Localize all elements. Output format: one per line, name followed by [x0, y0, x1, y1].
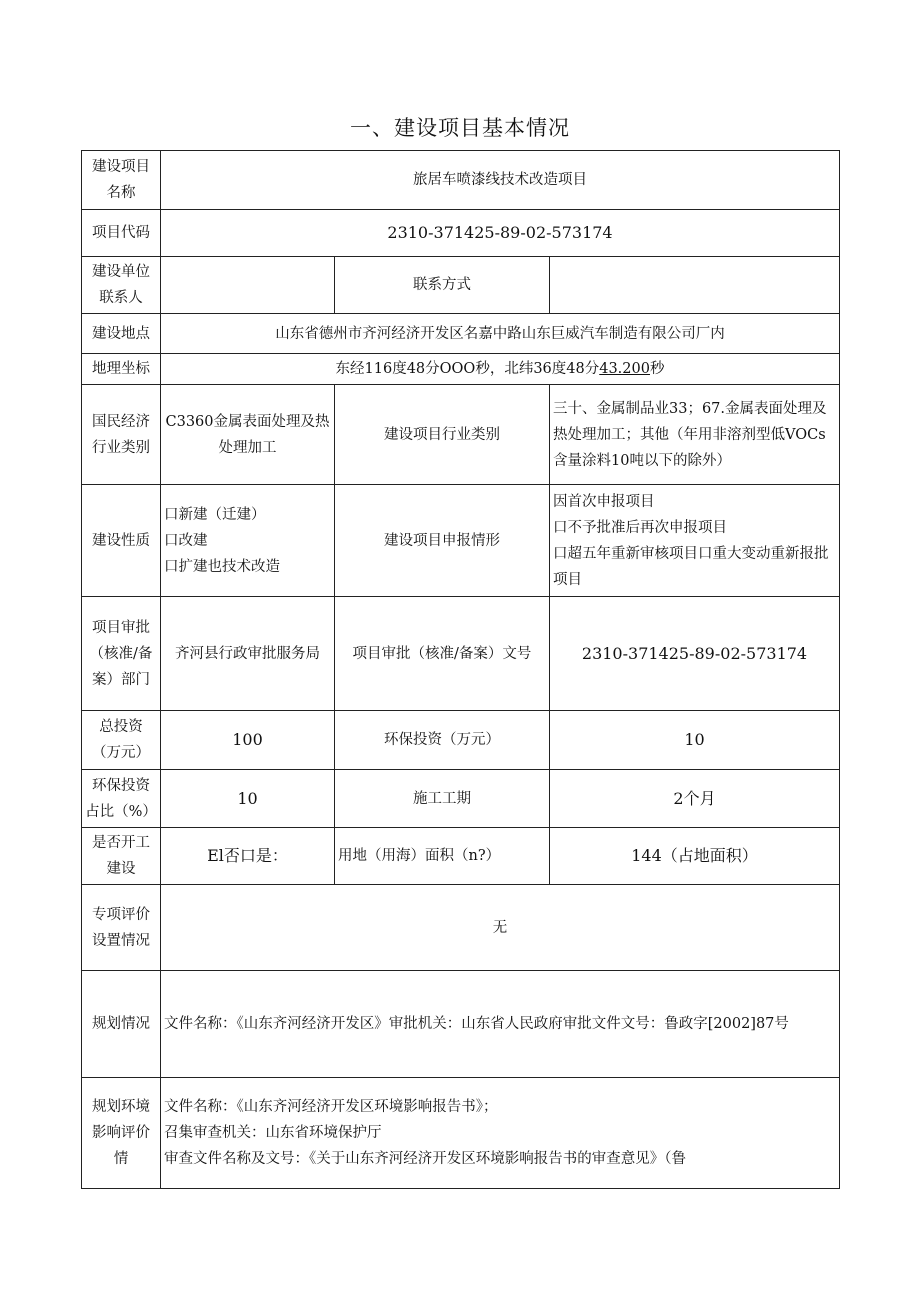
label-location: 建设地点 — [82, 314, 161, 354]
value-nature — [161, 485, 335, 597]
row-started — [82, 828, 840, 885]
value-planning: 文件名称：《山东齐河经济开发区》审批机关：山东省人民政府审批文件文号：鲁政字[2002]87号 — [161, 971, 840, 1078]
value-contact-method — [550, 257, 840, 314]
coordinates-main: 东经116度48分OOO秒，北纬36度48分 — [335, 361, 600, 377]
declaration-resubmit: 口不予批准后再次申报项目 — [553, 519, 727, 536]
value-construction-period: 2个月 — [550, 770, 840, 828]
value-contact-person — [161, 257, 335, 314]
row-nature — [82, 485, 840, 597]
label-planning: 规划情况 — [82, 971, 161, 1078]
label-env-investment: 环保投资（万元） — [335, 711, 550, 770]
coordinates-seconds: 43.200 — [599, 361, 650, 377]
label-approval-number: 项目审批（核准/备案）文号 — [335, 597, 550, 711]
coordinates-unit: 秒 — [649, 361, 665, 377]
row-contact — [82, 257, 840, 314]
label-total-investment: 总投资（万元） — [82, 711, 161, 770]
row-approval — [82, 597, 840, 711]
declaration-review: 口超五年重新审核项目口重大变动重新报批项目 — [553, 545, 829, 588]
value-approval-dept: 齐河县行政审批服务局 — [161, 597, 335, 711]
row-project-code — [82, 210, 840, 257]
label-contact-person: 建设单位联系人 — [82, 257, 161, 314]
value-project-name: 旅居车喷漆线技术改造项目 — [161, 151, 840, 210]
row-env-ratio — [82, 770, 840, 828]
label-contact-method: 联系方式 — [335, 257, 550, 314]
row-coordinates — [82, 354, 840, 385]
option-new: 口新建（迁建） — [164, 506, 266, 523]
value-project-industry: 三十、金属制品业33；67.金属表面处理及热处理加工；其他（年用非溶剂型低VOCs含量涂料10吨以下的除外） — [550, 385, 840, 485]
value-location: 山东省德州市齐河经济开发区名嘉中路山东巨威汽车制造有限公司厂内 — [161, 314, 840, 354]
eia-review-authority: 召集审查机关：山东省环境保护厅 — [164, 1125, 382, 1141]
label-industry: 国民经济行业类别 — [82, 385, 161, 485]
value-industry: C3360金属表面处理及热处理加工 — [161, 385, 335, 485]
label-project-industry: 建设项目行业类别 — [335, 385, 550, 485]
value-started: El否口是： — [161, 828, 335, 885]
row-industry — [82, 385, 840, 485]
project-info-table — [81, 150, 840, 1189]
label-coordinates: 地理坐标 — [82, 354, 161, 385]
value-env-investment: 10 — [550, 711, 840, 770]
label-declaration: 建设项目申报情形 — [335, 485, 550, 597]
eia-document-name: 文件名称：《山东齐河经济开发区环境影响报告书》； — [164, 1099, 498, 1115]
row-special-eval — [82, 885, 840, 971]
value-declaration — [550, 485, 840, 597]
label-planning-eia: 规划环境影响评价情 — [82, 1078, 161, 1189]
label-construction-period: 施工工期 — [335, 770, 550, 828]
label-project-code: 项目代码 — [82, 210, 161, 257]
row-project-name — [82, 151, 840, 210]
eia-review-document: 审查文件名称及文号：《关于山东齐河经济开发区环境影响报告书的审查意见》（鲁 — [164, 1151, 686, 1167]
option-expand: 口扩建也技术改造 — [164, 558, 280, 575]
declaration-first: 因首次申报项目 — [553, 493, 655, 510]
value-land-area: 144（占地面积） — [550, 828, 840, 885]
row-location — [82, 314, 840, 354]
row-planning-eia — [82, 1078, 840, 1189]
value-env-ratio: 10 — [161, 770, 335, 828]
value-project-code: 2310-371425-89-02-573174 — [161, 210, 840, 257]
option-rebuild: 口改建 — [164, 532, 208, 549]
page-title: 一、建设项目基本情况 — [350, 116, 570, 140]
value-coordinates — [161, 354, 840, 385]
row-planning — [82, 971, 840, 1078]
label-nature: 建设性质 — [82, 485, 161, 597]
value-special-eval: 无 — [161, 885, 840, 971]
value-planning-eia — [161, 1078, 840, 1189]
value-approval-number: 2310-371425-89-02-573174 — [550, 597, 840, 711]
label-land-area: 用地（用海）面积（n?） — [335, 828, 550, 885]
label-approval-dept: 项目审批（核准/备案）部门 — [82, 597, 161, 711]
label-project-name: 建设项目名称 — [82, 151, 161, 210]
label-special-eval: 专项评价设置情况 — [82, 885, 161, 971]
value-total-investment: 100 — [161, 711, 335, 770]
label-started: 是否开工建设 — [82, 828, 161, 885]
label-env-ratio: 环保投资占比（%） — [82, 770, 161, 828]
row-investment — [82, 711, 840, 770]
